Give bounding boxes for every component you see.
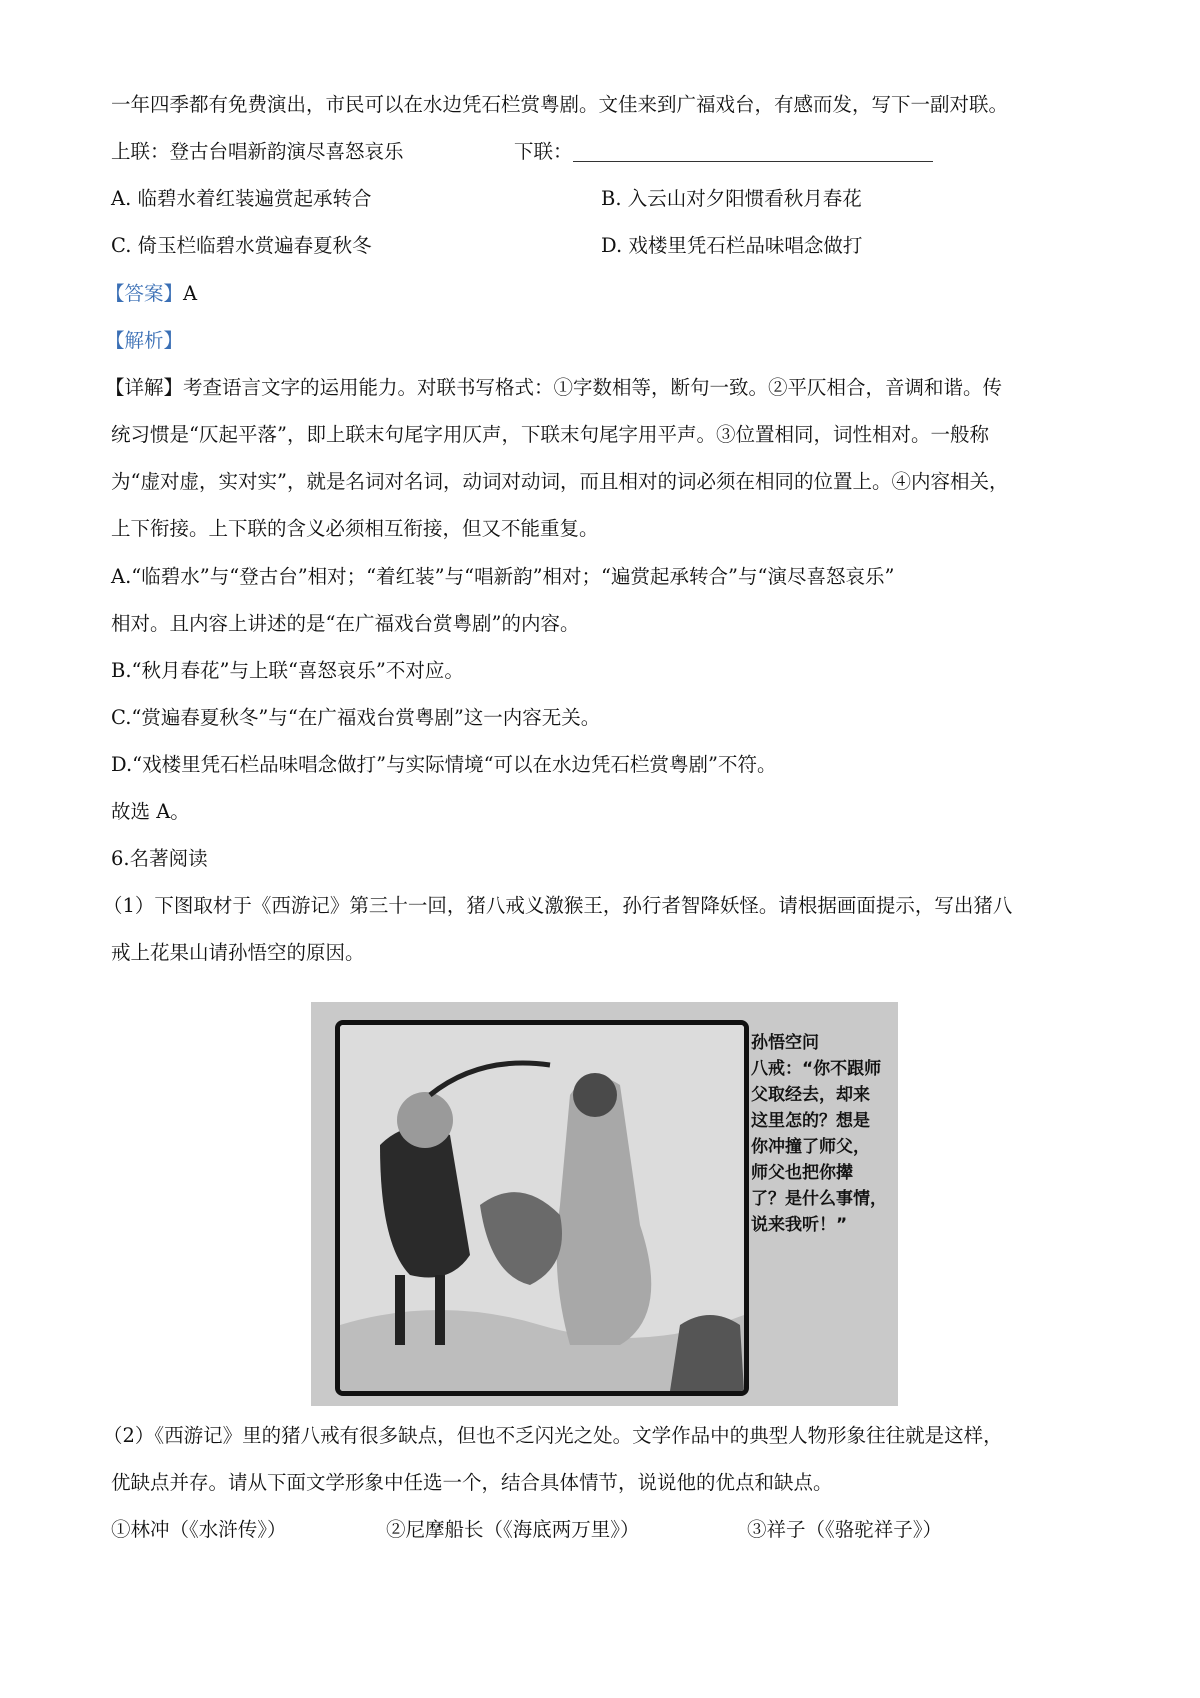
comic-panel — [335, 1020, 749, 1396]
option-a: A. 临碧水着红装遍赏起承转合 — [111, 187, 372, 210]
answer-value: A — [183, 282, 198, 305]
caption-line: 说来我听！” — [751, 1215, 848, 1235]
caption-line: 了？是什么事情， — [751, 1189, 887, 1209]
option-b: B. 入云山对夕阳惯看秋月春花 — [601, 187, 862, 210]
caption-line: 你冲撞了师父， — [751, 1137, 870, 1157]
caption-line: 这里怎的？想是 — [751, 1111, 870, 1131]
question-6-2-line-1: （2）《西游记》里的猪八戒有很多缺点，但也不乏闪光之处。文学作品中的典型人物形象往往就是这样， — [103, 1424, 1003, 1447]
explain-b: B.“秋月春花”与上联“喜怒哀乐”不对应。 — [111, 659, 464, 682]
caption-line: 八戒：“你不跟师 — [751, 1059, 882, 1079]
comic-illustration — [311, 1002, 898, 1406]
choice-3: ③祥子（《骆驼祥子》） — [747, 1518, 943, 1541]
answer-blank — [573, 143, 933, 162]
explain-a-1: A.“临碧水”与“登古台”相对；“着红装”与“唱新韵”相对；“遍赏起承转合”与“演尽喜怒哀乐” — [111, 565, 895, 588]
couplet-lower — [514, 139, 933, 165]
couplet-lower-label: 下联： — [514, 140, 573, 163]
choice-2: ②尼摩船长（《海底两万里》） — [386, 1518, 640, 1541]
comic-caption — [751, 1030, 886, 1238]
detail-line-1 — [105, 375, 1002, 401]
couplet-upper: 上联：登古台唱新韵演尽喜怒哀乐 — [111, 140, 404, 163]
analysis-tag: 【解析】 — [105, 329, 184, 352]
detail-text-1: 考查语言文字的运用能力。对联书写格式：①字数相等，断句一致。②平仄相合，音调和谐。传 — [183, 376, 1003, 399]
option-d: D. 戏楼里凭石栏品味唱念做打 — [601, 234, 863, 257]
analysis-line — [105, 328, 183, 354]
caption-line: 师父也把你撵 — [751, 1163, 853, 1183]
explain-c: C.“赏遍春夏秋冬”与“在广福戏台赏粤剧”这一内容无关。 — [111, 706, 601, 729]
detail-line-4: 上下衔接。上下联的含义必须相互衔接，但又不能重复。 — [111, 517, 599, 540]
detail-tag: 【详解】 — [105, 376, 184, 399]
choice-1: ①林冲（《水浒传》） — [111, 1518, 287, 1541]
question-6-1-line-1: （1）下图取材于《西游记》第三十一回，猪八戒义激猴王，孙行者智降妖怪。请根据画面提示，写出猪八 — [103, 894, 1013, 917]
answer-tag: 【答案】 — [105, 282, 184, 305]
caption-line: 孙悟空问 — [751, 1033, 819, 1053]
question-6-2-line-2: 优缺点并存。请从下面文学形象中任选一个，结合具体情节，说说他的优点和缺点。 — [111, 1471, 833, 1494]
choose-line: 故选 A。 — [111, 800, 190, 823]
explain-a-2: 相对。且内容上讲述的是“在广福戏台赏粤剧”的内容。 — [111, 612, 580, 635]
question-6-1-line-2: 戒上花果山请孙悟空的原因。 — [111, 941, 365, 964]
comic-drawing — [340, 1025, 744, 1391]
detail-line-2: 统习惯是“仄起平落”，即上联末句尾字用仄声，下联末句尾字用平声。③位置相同，词性相对。一般称 — [111, 423, 989, 446]
intro-line: 一年四季都有免费演出，市民可以在水边凭石栏赏粤剧。文佳来到广福戏台，有感而发，写下一副对联。 — [111, 93, 1009, 116]
explain-d: D.“戏楼里凭石栏品味唱念做打”与实际情境“可以在水边凭石栏赏粤剧”不符。 — [111, 753, 777, 776]
option-c: C. 倚玉栏临碧水赏遍春夏秋冬 — [111, 234, 372, 257]
detail-line-3: 为“虚对虚，实对实”，就是名词对名词，动词对动词，而且相对的词必须在相同的位置上。④内容相关， — [111, 470, 1009, 493]
answer-line — [105, 281, 197, 307]
caption-line: 父取经去，却来 — [751, 1085, 870, 1105]
question-6-title: 6.名著阅读 — [111, 847, 208, 870]
